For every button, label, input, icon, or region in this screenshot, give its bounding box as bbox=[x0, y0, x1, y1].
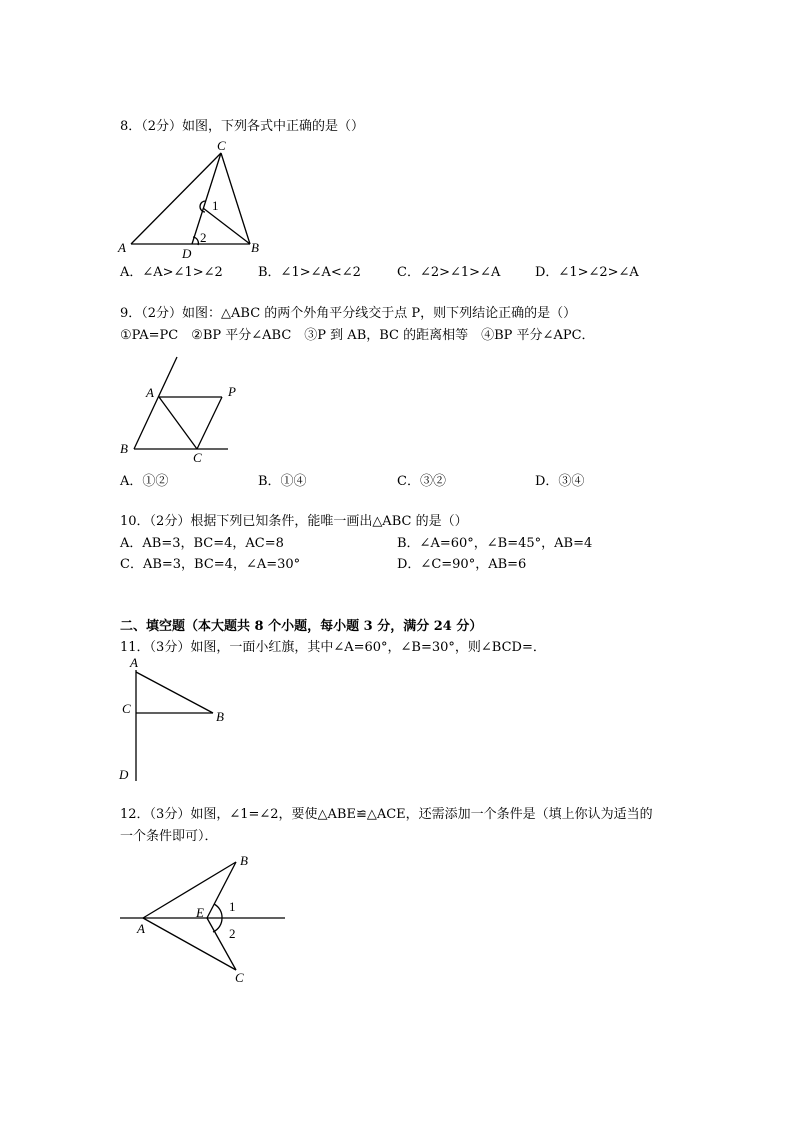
q8-angle1-arc bbox=[200, 201, 206, 212]
q8-option-d: D．∠1>∠2>∠A bbox=[535, 265, 639, 280]
q9-label-a: A bbox=[146, 385, 154, 400]
q9-label-p: P bbox=[228, 384, 236, 399]
q8-label-1: 1 bbox=[212, 198, 219, 213]
q12-label-2: 2 bbox=[229, 926, 236, 941]
q9-segment-ac bbox=[159, 397, 197, 449]
q9-option-a: A．①② bbox=[120, 474, 169, 489]
q11-stem: 11．（3分）如图，一面小红旗，其中∠A=60°，∠B=30°，则∠BCD=． bbox=[120, 640, 546, 655]
q12-label-c: C bbox=[235, 970, 244, 985]
q9-line-ba-extended bbox=[134, 357, 177, 449]
q8-stem: 8．（2分）如图，下列各式中正确的是（） bbox=[120, 119, 365, 134]
q10-option-b: B．∠A=60°，∠B=45°，AB=4 bbox=[397, 536, 593, 551]
q8-label-b: B bbox=[251, 240, 259, 255]
q8-option-c: C．∠2>∠1>∠A bbox=[397, 265, 501, 280]
q12-label-1: 1 bbox=[229, 899, 236, 914]
q12-segment-ec bbox=[207, 918, 236, 970]
q8-segment-ac bbox=[131, 153, 221, 244]
section2-title: 二、填空题（本大题共 8 个小题，每小题 3 分，满分 24 分） bbox=[120, 619, 483, 634]
q12-label-b: B bbox=[240, 853, 248, 868]
q12-label-a: A bbox=[137, 921, 145, 936]
q12-segment-ac bbox=[143, 918, 236, 970]
q11-label-d: D bbox=[119, 767, 129, 782]
q9-statements: ①PA=PC ②BP 平分∠ABC ③P 到 AB，BC 的距离相等 ④BP 平分∠APC． bbox=[120, 328, 595, 343]
q8-option-a: A．∠A>∠1>∠2 bbox=[120, 265, 223, 280]
q12-segment-eb bbox=[207, 862, 236, 918]
q9-option-c: C．③② bbox=[397, 474, 446, 489]
q12-angle2-arc bbox=[213, 918, 222, 932]
q8-label-a: A bbox=[118, 240, 126, 255]
q8-segment-cd bbox=[192, 153, 221, 244]
q10-option-c: C．AB=3，BC=4，∠A=30° bbox=[120, 557, 301, 572]
q9-option-b: B．①④ bbox=[258, 474, 307, 489]
q11-label-c: C bbox=[122, 701, 131, 716]
q12-stem-line1: 12．（3分）如图，∠1=∠2，要使△ABE≌△ACE，还需添加一个条件是（填上你认为适当的 bbox=[120, 807, 653, 822]
q9-label-c: C bbox=[193, 450, 202, 465]
q11-segment-ab bbox=[136, 672, 213, 713]
q8-angle2-arc bbox=[193, 237, 198, 245]
q8-label-2: 2 bbox=[200, 230, 207, 245]
q9-segment-pc bbox=[197, 397, 222, 449]
q10-stem: 10．（2分）根据下列已知条件，能唯一画出△ABC 的是（） bbox=[120, 514, 468, 529]
q12-stem-line2: 一个条件即可）． bbox=[120, 829, 218, 844]
q10-option-a: A．AB=3，BC=4，AC=8 bbox=[120, 536, 284, 551]
q12-segment-ab bbox=[143, 862, 236, 918]
q8-label-c: C bbox=[217, 138, 226, 153]
q9-option-d: D．③④ bbox=[535, 474, 585, 489]
q10-option-d: D．∠C=90°，AB=6 bbox=[397, 557, 527, 572]
q8-option-b: B．∠1>∠A<∠2 bbox=[258, 265, 361, 280]
q9-label-b: B bbox=[120, 441, 128, 456]
q12-angle1-arc bbox=[214, 904, 222, 918]
q8-segment-cb bbox=[221, 153, 250, 244]
q8-label-d: D bbox=[182, 246, 192, 261]
q8-segment-db bbox=[203, 208, 250, 244]
q9-stem: 9．（2分）如图：△ABC 的两个外角平分线交于点 P，则下列结论正确的是（） bbox=[120, 306, 577, 321]
q11-label-a: A bbox=[130, 655, 138, 670]
q11-label-b: B bbox=[216, 709, 224, 724]
q12-label-e: E bbox=[196, 905, 204, 920]
